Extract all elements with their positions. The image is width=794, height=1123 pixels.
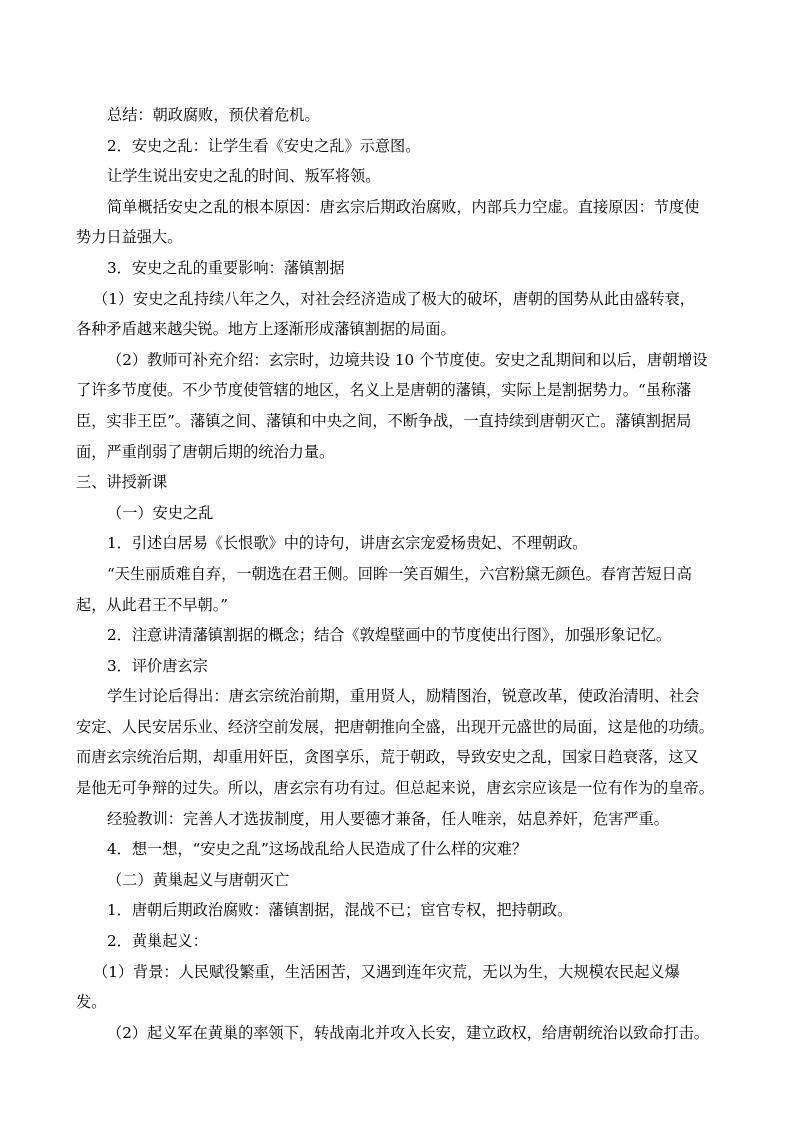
text-line: 2．黄巢起义：	[107, 932, 208, 951]
text-line: 1．引述白居易《长恨歌》中的诗句，讲唐玄宗宠爱杨贵妃、不理朝政。	[107, 534, 588, 553]
text-line: 安定、人民安居乐业、经济空前发展，把唐朝推向全盛，出现开元盛世的局面，这是他的功绩。	[76, 717, 714, 736]
poem-quote-line: 起，从此君王不早朝。”	[76, 595, 229, 614]
poem-quote-line: “天生丽质难自弃，一朝选在君王侧。回眸一笑百媚生，六宫粉黛无颜色。春宵苦短日高	[107, 564, 692, 583]
document-body	[76, 100, 736, 1048]
text-line: 了许多节度使。不少节度使管辖的地区，名义上是唐朝的藩镇，实际上是割据势力。“虽称藩	[76, 381, 692, 400]
text-line: 2．注意讲清藩镇割据的概念；结合《敦煌壁画中的节度使出行图》，加强形象记忆。	[107, 626, 672, 645]
text-line: 各种矛盾越来越尖锐。地方上逐渐形成藩镇割据的局面。	[76, 320, 456, 339]
text-line: 总结：朝政腐败，预伏着危机。	[107, 106, 320, 124]
text-line: 2．安史之乱：让学生看《安史之乱》示意图。	[107, 136, 421, 155]
text-line: 让学生说出安史之乱的时间、叛军将领。	[107, 167, 381, 186]
subsection-heading: （二）黄巢起义与唐朝灭亡	[107, 870, 290, 889]
text-line: 学生讨论后得出：唐玄宗统治前期，重用贤人，励精图治，锐意改革，使政治清明、社会	[107, 687, 700, 706]
text-line: （1）背景：人民赋役繁重，生活困苦，又遇到连年灾荒，无以为生，大规模农民起义爆	[93, 962, 680, 981]
text-line: 简单概括安史之乱的根本原因：唐玄宗后期政治腐败，内部兵力空虚。直接原因：节度使	[107, 197, 700, 216]
text-line: 经验教训：完善人才选拔制度，用人要德才兼备，任人唯亲，姑息养奸，危害严重。	[107, 809, 669, 828]
text-line: 势力日益强大。	[76, 228, 183, 247]
text-line: （1）安史之乱持续八年之久，对社会经济造成了极大的破坏，唐朝的国势从此由盛转衰，	[93, 289, 695, 308]
subsection-heading: （一）安史之乱	[107, 503, 214, 522]
text-line: 面，严重削弱了唐朝后期的统治力量。	[76, 442, 335, 461]
text-line: （2）起义军在黄巢的率领下，转战南北并攻入长安，建立政权，给唐朝统治以致命打击。	[107, 1023, 709, 1042]
text-line: 臣，实非王臣”。藩镇之间、藩镇和中央之间，不断争战，一直持续到唐朝灭亡。藩镇割据局	[76, 411, 692, 430]
text-line: （2）教师可补充介绍：玄宗时，边境共设 10 个节度使。安史之乱期间和以后，唐朝增设	[107, 350, 708, 369]
text-line: 是他无可争辩的过失。所以，唐玄宗有功有过。但总起来说，唐玄宗应该是一位有作为的皇帝。	[76, 779, 714, 798]
text-line: 4．想一想，“安史之乱”这场战乱给人民造成了什么样的灾难？	[107, 840, 528, 859]
text-line: 而唐玄宗统治后期，却重用奸臣，贪图享乐，荒于朝政，导致安史之乱，国家日趋衰落，这又	[76, 748, 699, 767]
text-line: 发。	[76, 993, 107, 1012]
text-line: 3．安史之乱的重要影响：藩镇割据	[107, 258, 345, 277]
section-heading: 三、讲授新课	[76, 473, 168, 492]
text-line: 1．唐朝后期政治腐败：藩镇割据，混战不已；宦官专权，把持朝政。	[107, 901, 573, 920]
text-line: 3．评价唐玄宗	[107, 656, 208, 675]
